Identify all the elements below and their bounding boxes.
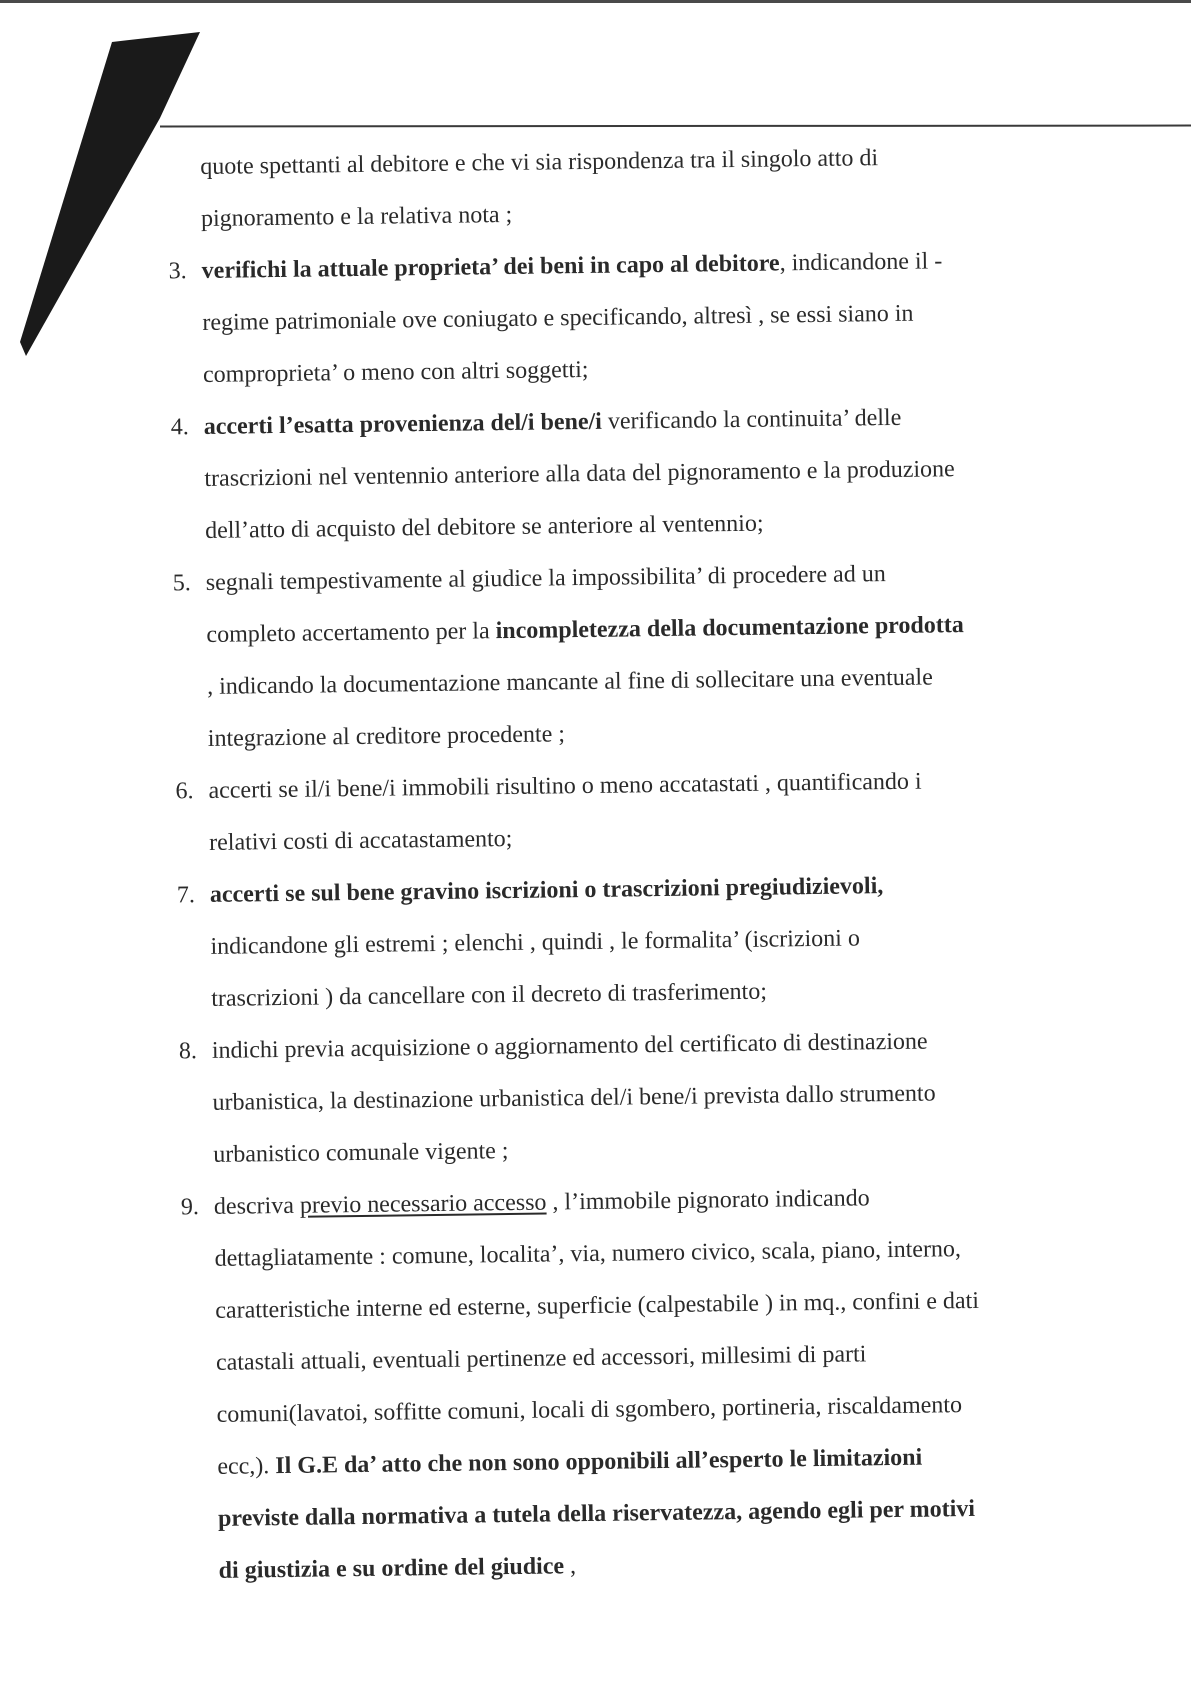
text-segment: caratteristiche interne ed esterne, superficie (calpestabile ) in mq., confini e dati — [215, 1287, 980, 1324]
text-segment: di giustizia e su ordine del giudice — [218, 1553, 565, 1584]
list-item-number: 7. — [176, 882, 196, 909]
text-segment: trascrizioni ) da cancellare con il decreto di trasferimento; — [211, 978, 768, 1012]
text-segment: comproprieta’ o meno con altri soggetti; — [202, 356, 589, 388]
text-segment: segnali tempestivamente al giudice la impossibilita’ di procedere ad un — [205, 561, 886, 596]
text-segment: , — [563, 1553, 577, 1580]
text-segment: urbanistica, la destinazione urbanistica del/i bene/i prevista dallo strumento — [212, 1080, 936, 1116]
text-segment: dettagliatamente : comune, localita’, via, numero civico, scala, piano, interno, — [214, 1236, 962, 1272]
text-segment: Il G.E da’ atto che non sono opponibili all’esperto le limitazioni — [275, 1444, 923, 1480]
text-segment: accerti se sul bene gravino iscrizioni o trascrizioni pregiudizievoli, — [209, 873, 884, 908]
text-segment: , indicando la documentazione mancante al fine di sollecitare una eventuale — [206, 664, 933, 700]
list-item-number: 3. — [168, 258, 187, 285]
text-segment: descriva — [213, 1192, 301, 1220]
text-segment: indicandone gli estremi ; elenchi , quindi , le formalita’ (iscrizioni o — [210, 925, 861, 960]
list-item-number: 5. — [172, 570, 191, 597]
header-rule — [160, 125, 1191, 128]
scan-corner-shadow — [0, 0, 200, 360]
text-segment: indichi previa acquisizione o aggiornamento del certificato di destinazione — [211, 1028, 928, 1064]
text-segment: urbanistico comunale vigente ; — [213, 1138, 509, 1168]
text-segment: , indicandone il - — [779, 248, 943, 277]
text-segment: integrazione al creditore procedente ; — [207, 721, 566, 752]
text-segment: verifichi la attuale proprieta’ dei beni in capo al debitore — [201, 250, 780, 284]
text-segment: pignoramento e la relativa nota ; — [200, 201, 513, 232]
text-segment: regime patrimoniale ove coniugato e specificando, altresì , se essi siano in — [202, 300, 914, 336]
text-segment: incompletezza della documentazione prodotta — [495, 612, 964, 645]
list-item-line — [218, 1533, 1119, 1597]
text-segment: , l’immobile pignorato indicando — [546, 1185, 870, 1216]
text-segment: previste dalla normativa a tutela della riservatezza, agendo egli per motivi — [217, 1495, 976, 1532]
text-segment: accerti se il/i bene/i immobili risultino o meno accatastati , quantificando i — [208, 768, 922, 804]
list-item-number: 6. — [175, 778, 194, 805]
document-body — [168, 129, 1119, 1597]
text-segment: ecc,). — [217, 1453, 276, 1480]
list-item-number: 4. — [170, 414, 189, 441]
text-segment: comuni(lavatoi, soffitte comuni, locali di sgombero, portineria, riscaldamento — [216, 1392, 963, 1428]
text-segment: dell’atto di acquisto del debitore se anteriore al ventennio; — [204, 510, 764, 544]
text-segment: verificando la continuita’ delle — [601, 404, 902, 435]
text-segment: relativi costi di accatastamento; — [209, 825, 513, 856]
text-segment: completo accertamento per la — [206, 618, 496, 648]
text-segment: quote spettanti al debitore e che vi sia rispondenza tra il singolo atto di — [200, 145, 879, 180]
list-item-number: 9. — [180, 1194, 200, 1221]
text-segment: trascrizioni nel ventennio anteriore alla data del pignoramento e la produzione — [204, 456, 955, 492]
list-item-number: 8. — [178, 1038, 198, 1065]
text-segment: previo necessario accesso — [299, 1189, 547, 1219]
text-segment: catastali attuali, eventuali pertinenze ed accessori, millesimi di parti — [215, 1341, 867, 1376]
text-segment: accerti l’esatta provenienza del/i bene/i — [203, 408, 603, 440]
